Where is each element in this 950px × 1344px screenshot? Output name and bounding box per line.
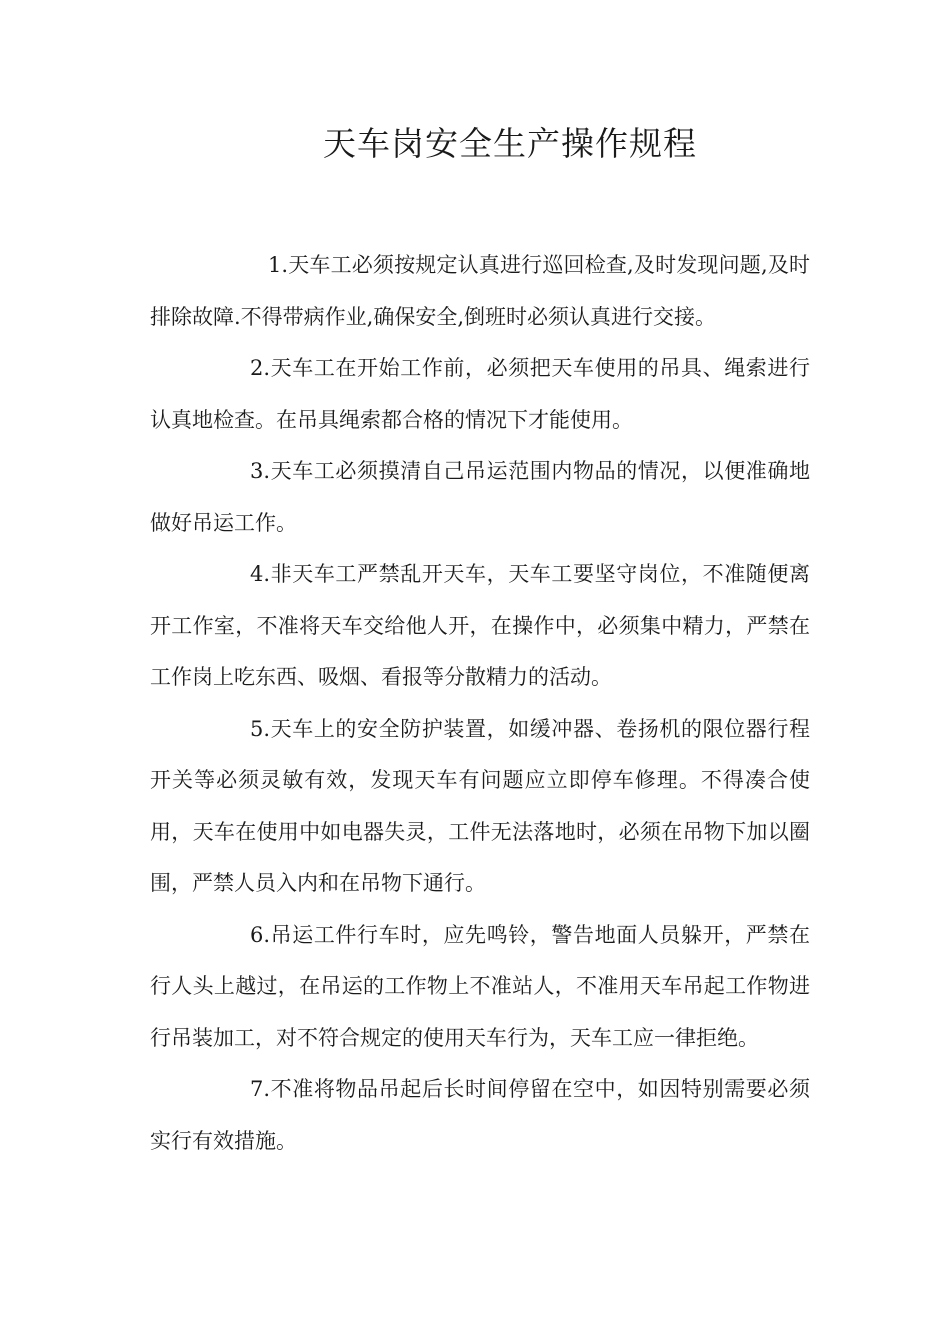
paragraph-3: 3.天车工必须摸清自己吊运范围内物品的情况，以便准确地做好吊运工作。 <box>150 459 810 535</box>
paragraph-6: 6.吊运工件行车时，应先鸣铃，警告地面人员躲开，严禁在行人头上越过，在吊运的工作物上不准站人，不准用天车吊起工作物进行吊装加工，对不符合规定的使用天车行为，天车工应一律拒绝。 <box>150 922 810 1050</box>
paragraph-4: 4.非天车工严禁乱开天车，天车工要坚守岗位，不准随便离开工作室，不准将天车交给他人开，在操作中，必须集中精力，严禁在工作岗上吃东西、吸烟、看报等分散精力的活动。 <box>150 562 810 689</box>
document-body <box>150 240 810 1167</box>
paragraph-7: 7.不准将物品吊起后长时间停留在空中，如因特别需要必须实行有效措施。 <box>150 1077 810 1153</box>
paragraph-2: 2.天车工在开始工作前，必须把天车使用的吊具、绳索进行认真地检查。在吊具绳索都合格的情况下才能使用。 <box>150 356 810 432</box>
document-title: 天车岗安全生产操作规程 <box>323 124 697 163</box>
paragraph-1: 1.天车工必须按规定认真进行巡回检查,及时发现问题,及时排除故障.不得带病作业,确保安全,倒班时必须认真进行交接。 <box>150 253 810 329</box>
paragraph-5: 5.天车上的安全防护装置，如缓冲器、卷扬机的限位器行程开关等必须灵敏有效，发现天车有问题应立即停车修理。不得凑合使用，天车在使用中如电器失灵，工件无法落地时，必须在吊物下加以圈围，严禁人员入内和在吊物下通行。 <box>150 716 810 895</box>
